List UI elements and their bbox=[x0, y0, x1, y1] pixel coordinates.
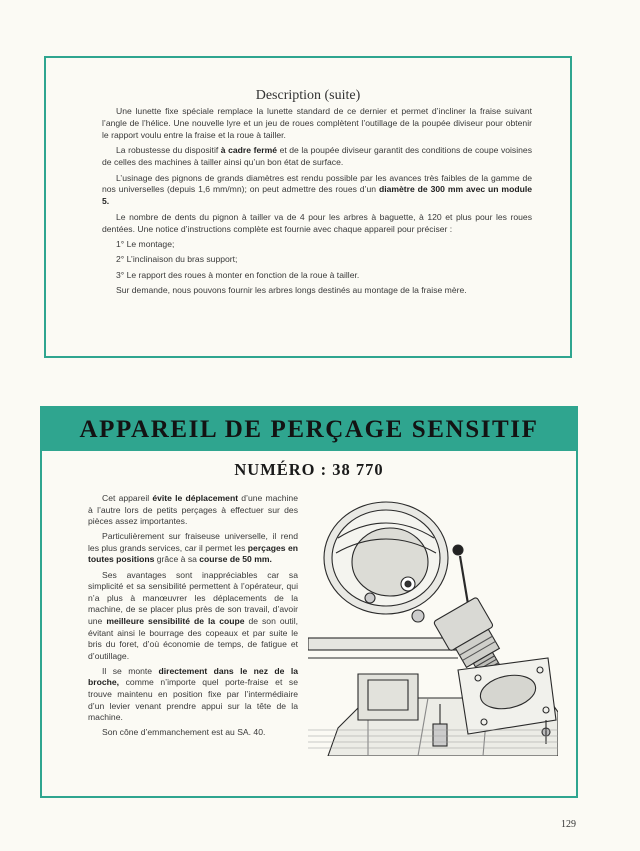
list-item: 1° Le montage; bbox=[116, 239, 175, 250]
paragraph: Une lunette fixe spéciale remplace la lunette standard de ce dernier et permet d’incliner la fraise suivant l’angle de l’hélice. Une nouvelle lyre et un jeu de roues complètent l’outillage de la poupée diviseur pour obtenir le rapport voulu entre la fraise et la roue à tailler. bbox=[102, 106, 532, 140]
drilling-attachment-illustration bbox=[308, 498, 558, 756]
product-frame bbox=[40, 406, 578, 798]
paragraph: Particulièrement sur fraiseuse universelle, il rend les plus grands services, car il permet les perçages en toutes positions grâce à sa course de 50 mm. bbox=[88, 531, 298, 565]
title-band bbox=[42, 408, 576, 451]
description-text bbox=[102, 106, 532, 301]
product-description bbox=[88, 493, 298, 742]
paragraph: Il se monte directement dans le nez de la broche, comme n’importe quel porte-fraise et se trouve maintenu en position fixe par l’intermédiaire d’un levier venant prendre appui sur la tête de la machine. bbox=[88, 665, 299, 723]
paragraph: La robustesse du dispositif à cadre fermé et de la poupée diviseur garantit des conditions de coupe voisines de celles des machines à tailler ainsi qu’un bon état de surface. bbox=[102, 145, 532, 168]
section-title: Description (suite) bbox=[255, 88, 361, 103]
paragraph: Sur demande, nous pouvons fournir les arbres longs destinés au montage de la fraise mère. bbox=[116, 285, 467, 296]
list-item: 3° Le rapport des roues à monter en fonction de la roue à tailler. bbox=[116, 269, 360, 280]
page-number: 129 bbox=[561, 819, 576, 830]
paragraph: Son cône d’emmanchement est au SA. 40. bbox=[102, 727, 266, 738]
paragraph: Ses avantages sont inappréciables car sa simplicité et sa sensibilité permettent à l’opérateur, qui n’a plus à manœuvrer les déplacements de la machine, de se placer plus près de son travail, d’avoir une meilleure sensibilité de la coupe de son outil, évitant ainsi le bourrage des copeaux et par suite le bris du foret, d’où économie de temps, de fatigue et d’outillage. bbox=[88, 569, 298, 661]
paragraph: Le nombre de dents du pignon à tailler va de 4 pour les arbres à baguette, à 120 et plus pour les roues dentées. Une notice d’instructions complète est fournie avec chaque appareil pour préciser : bbox=[102, 211, 532, 234]
paragraph: Cet appareil évite le déplacement d’une machine à l’autre lors de petits perçages à effectuer sur des pièces assez importantes. bbox=[88, 493, 298, 527]
list-item: 2° L’inclinaison du bras support; bbox=[116, 254, 238, 265]
product-number: NUMÉRO : 38 770 bbox=[234, 460, 384, 479]
description-frame bbox=[44, 56, 572, 358]
paragraph: L’usinage des pignons de grands diamètres est rendu possible par les avances très faibles de la gamme de nos universelles (depuis 1,6 mm/mn); on peut admettre des roues d’un diamètre de 300 mm avec un module 5. bbox=[102, 172, 532, 207]
product-title: APPAREIL DE PERÇAGE SENSITIF bbox=[79, 415, 539, 443]
